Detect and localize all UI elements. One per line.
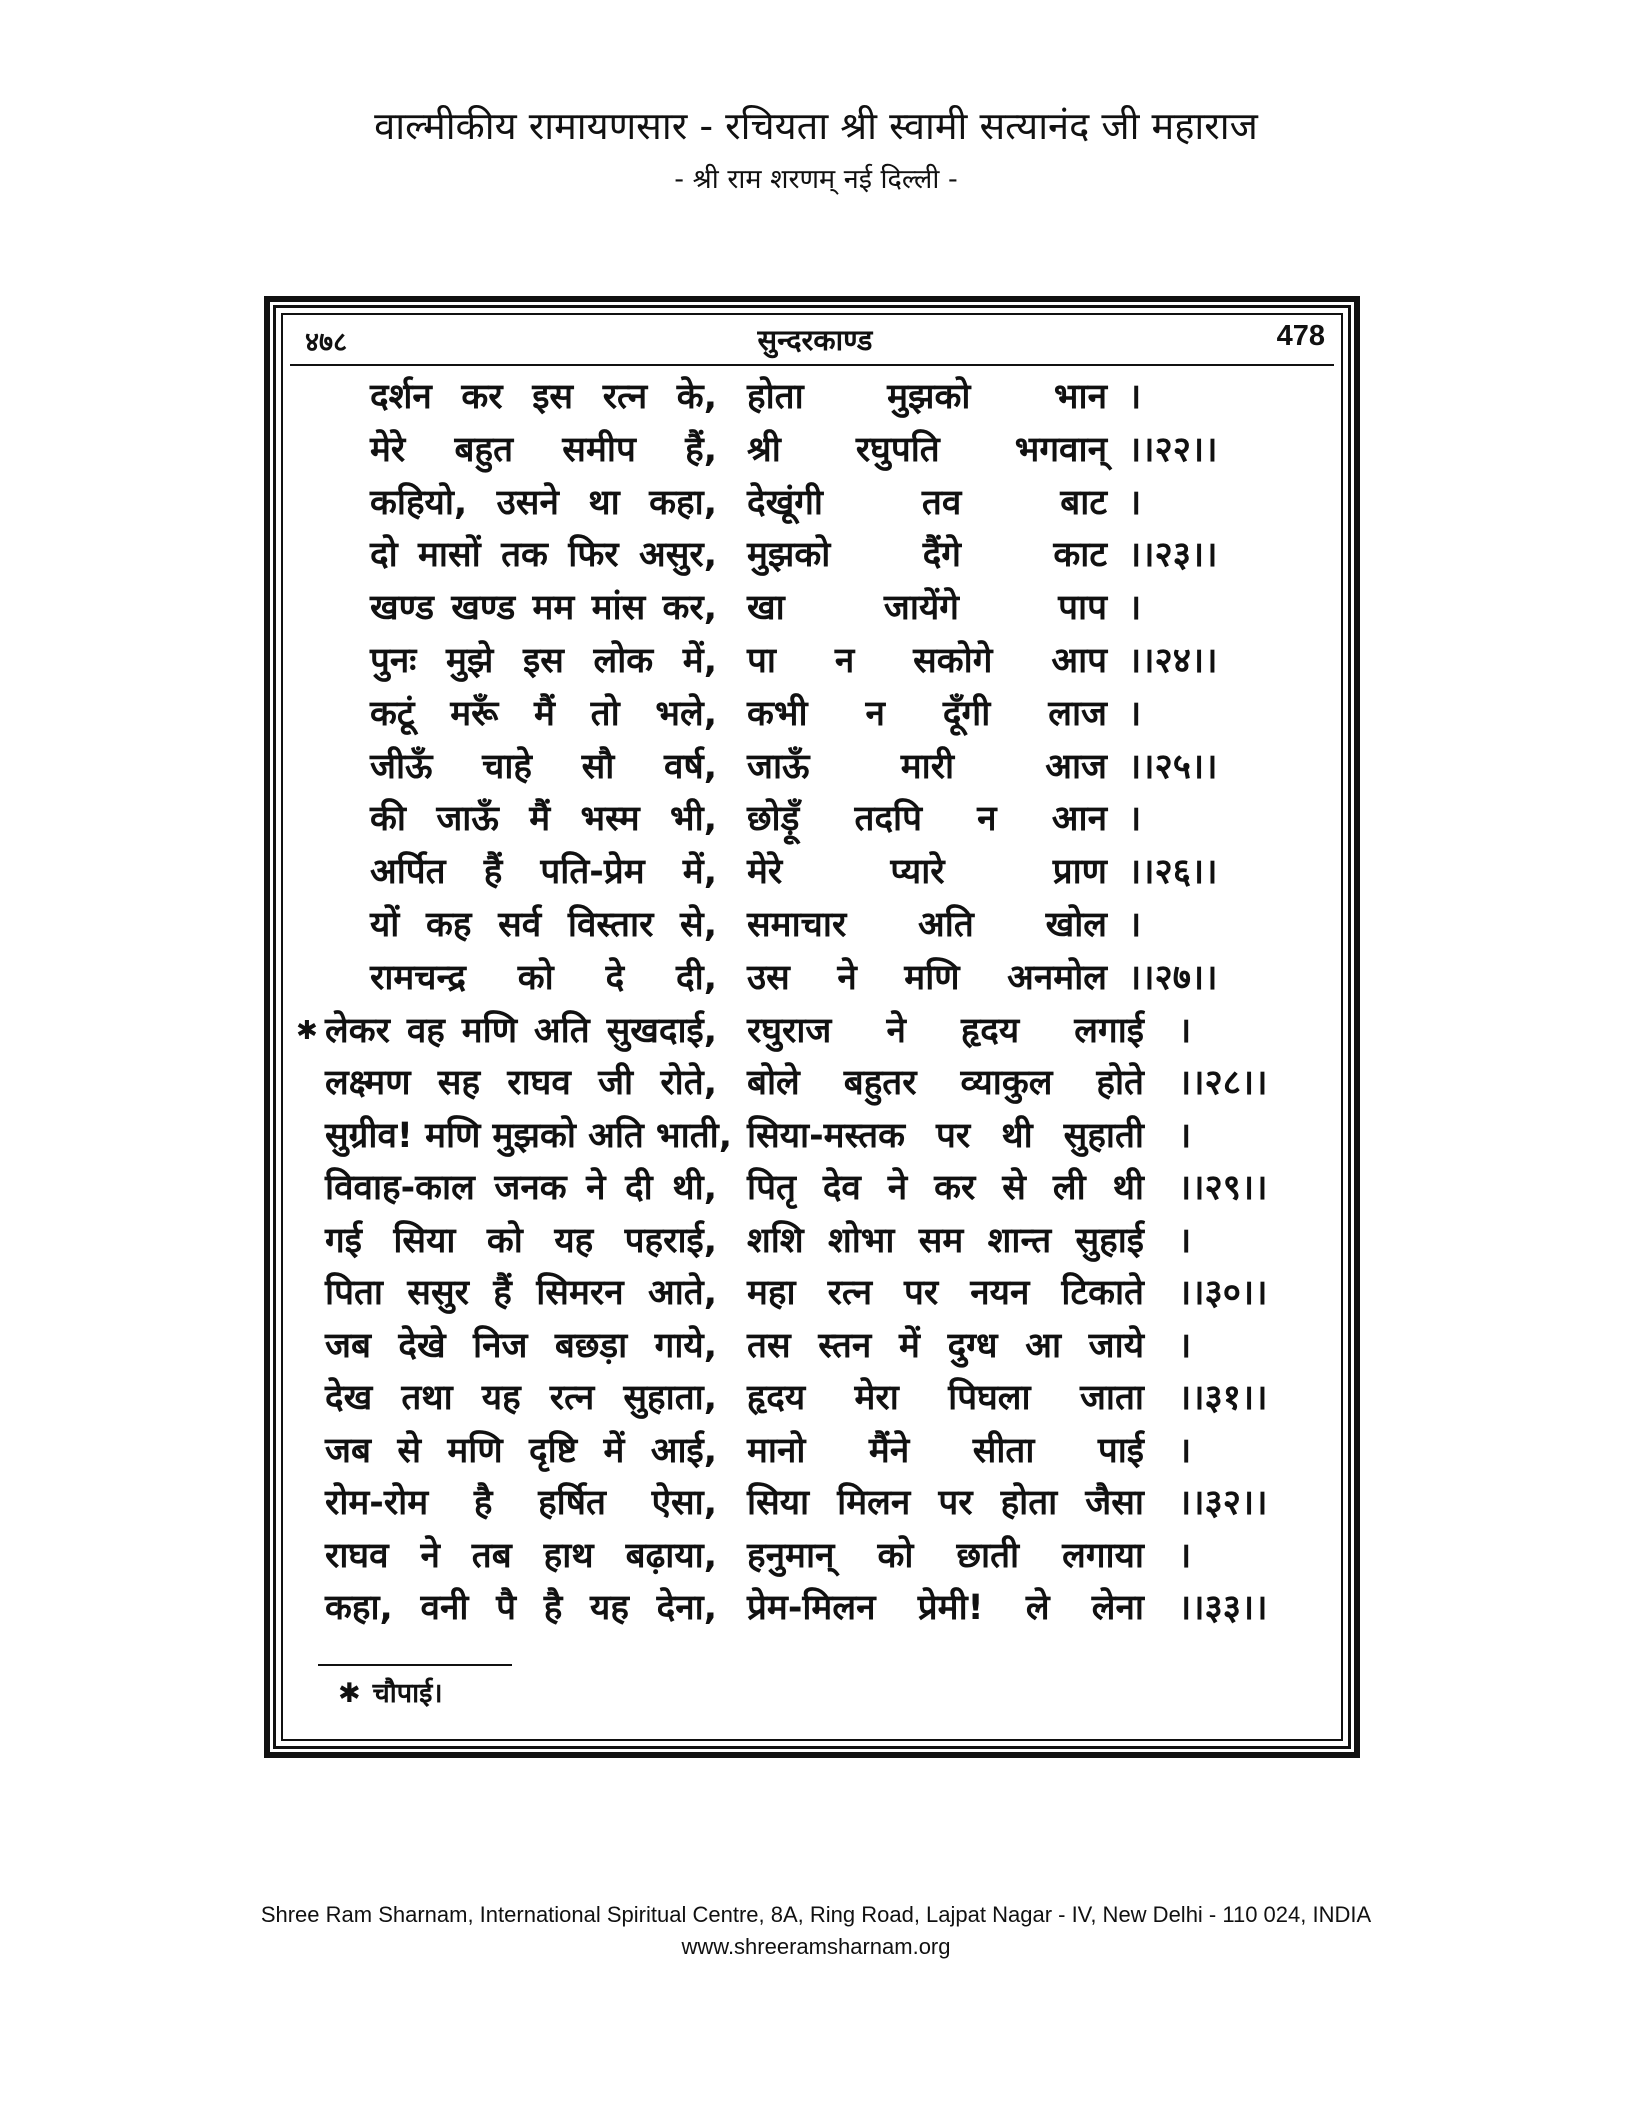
- verse-second-half: छोड़ूँ तदपि न आन: [747, 799, 1107, 839]
- verse-row: [290, 1111, 1330, 1161]
- verse-second-half: जाऊँ मारी आज: [747, 747, 1107, 787]
- verse-row: [290, 953, 1330, 1003]
- verse-first-half: दो मासों तक फिर असुर,: [370, 535, 717, 575]
- verse-number: ।।३२।।: [1178, 1483, 1268, 1523]
- verse-first-half: देख तथा यह रत्न सुहाता,: [325, 1378, 717, 1418]
- verse-second-half: सिया मिलन पर होता जैसा: [747, 1483, 1144, 1523]
- verse-number: ।: [1128, 483, 1142, 523]
- verse-number: ।।२४।।: [1128, 641, 1218, 681]
- verse-number: ।: [1128, 588, 1142, 628]
- verse-row: [290, 1058, 1330, 1108]
- verse-row: [290, 1006, 1330, 1056]
- verse-number: ।।३३।।: [1178, 1588, 1268, 1628]
- verse-second-half: उस ने मणि अनमोल: [747, 958, 1107, 998]
- verse-row: [290, 372, 1330, 422]
- verse-row: [290, 742, 1330, 792]
- verse-number: ।: [1128, 377, 1142, 417]
- verse-number: ।।२३।।: [1128, 535, 1218, 575]
- verse-second-half: रघुराज ने हृदय लगाई: [747, 1011, 1144, 1051]
- verse-first-half: की जाऊँ मैं भस्म भी,: [370, 799, 717, 839]
- footnote-star-marker: ✱: [338, 1678, 361, 1709]
- verse-second-half: महा रत्न पर नयन टिकाते: [747, 1273, 1144, 1313]
- verse-first-half: मेरे बहुत समीप हैं,: [370, 430, 717, 470]
- verse-second-half: खा जायेंगे पाप: [747, 588, 1107, 628]
- footer-website-link[interactable]: www.shreeramsharnam.org: [681, 1934, 951, 1959]
- verse-number: ।: [1128, 799, 1142, 839]
- chaupai-star-marker: ✱: [296, 1016, 318, 1046]
- verse-row: [290, 425, 1330, 475]
- footer-address: Shree Ram Sharnam, International Spiritual Centre, 8A, Ring Road, Lajpat Nagar - IV, New Delhi - 110 024, INDIA: [260, 1902, 1372, 1927]
- verse-first-half: जब से मणि दृष्टि में आई,: [325, 1431, 717, 1471]
- verse-second-half: हृदय मेरा पिघला जाता: [747, 1378, 1144, 1418]
- verse-number: ।।३०।।: [1178, 1273, 1268, 1313]
- verse-first-half: खण्ड खण्ड मम मांस कर,: [370, 588, 717, 628]
- page-header: [305, 318, 1325, 360]
- verse-second-half: हनुमान् को छाती लगाया: [747, 1536, 1144, 1576]
- verse-first-half: रामचन्द्र को दे दी,: [370, 958, 717, 998]
- verse-first-half: कहा, वनी पै है यह देना,: [325, 1588, 717, 1628]
- verse-first-half: विवाह-काल जनक ने दी थी,: [325, 1168, 717, 1208]
- verse-number: ।।३१।।: [1178, 1378, 1268, 1418]
- verse-number: ।।२९।।: [1178, 1168, 1268, 1208]
- verse-second-half: पितृ देव ने कर से ली थी: [747, 1168, 1144, 1208]
- verse-number: ।: [1178, 1536, 1192, 1576]
- verse-first-half: लेकर वह मणि अति सुखदाई,: [325, 1011, 717, 1051]
- verse-row: [290, 1163, 1330, 1213]
- verse-second-half: मुझको दैंगे काट: [747, 535, 1107, 575]
- verse-first-half: पिता ससुर हैं सिमरन आते,: [325, 1273, 717, 1313]
- verse-first-half: राघव ने तब हाथ बढ़ाया,: [325, 1536, 717, 1576]
- verse-second-half: पा न सकोगे आप: [747, 641, 1107, 681]
- verse-second-half: कभी न दूँगी लाज: [747, 694, 1107, 734]
- verse-number: ।: [1178, 1011, 1192, 1051]
- verse-second-half: बोले बहुतर व्याकुल होते: [747, 1063, 1144, 1103]
- verse-second-half: मानो मैंने सीता पाई: [747, 1431, 1144, 1471]
- verse-first-half: कटूं मरूँ मैं तो भले,: [370, 694, 717, 734]
- verse-row: [290, 794, 1330, 844]
- verse-row: [290, 636, 1330, 686]
- verse-first-half: सुग्रीव! मणि मुझको अति भाती,: [325, 1116, 732, 1156]
- verse-number: ।: [1128, 694, 1142, 734]
- verse-second-half: देखूंगी तव बाट: [747, 483, 1107, 523]
- verse-number: ।।२५।।: [1128, 747, 1218, 787]
- verse-row: [290, 847, 1330, 897]
- verse-row: [290, 478, 1330, 528]
- verse-first-half: कहियो, उसने था कहा,: [370, 483, 717, 523]
- footnote-text: चौपाई।: [372, 1678, 443, 1709]
- verse-number: ।: [1178, 1221, 1192, 1261]
- verse-second-half: तस स्तन में दुग्ध आ जाये: [747, 1326, 1144, 1366]
- verse-first-half: जब देखे निज बछड़ा गाये,: [325, 1326, 717, 1366]
- footnote: [338, 1674, 443, 1714]
- verse-second-half: मेरे प्यारे प्राण: [747, 852, 1107, 892]
- verse-number: ।: [1178, 1116, 1192, 1156]
- verse-first-half: गई सिया को यह पहराई,: [325, 1221, 717, 1261]
- verse-number: ।: [1178, 1326, 1192, 1366]
- section-title: सुन्दरकाण्ड: [757, 323, 873, 357]
- verse-number: ।: [1128, 905, 1142, 945]
- verse-row: [290, 689, 1330, 739]
- verse-row: [290, 900, 1330, 950]
- verse-first-half: जीऊँ चाहे सौ वर्ष,: [370, 747, 717, 787]
- document-title: वाल्मीकीय रामायणसार - रचियता श्री स्वामी सत्यानंद जी महाराज: [374, 104, 1258, 148]
- page-number-hindi: ४७८: [305, 327, 348, 358]
- verse-first-half: अर्पित हैं पति-प्रेम में,: [370, 852, 717, 892]
- verse-row: [290, 1478, 1330, 1528]
- verse-number: ।।२६।।: [1128, 852, 1218, 892]
- verse-first-half: रोम-रोम है हर्षित ऐसा,: [325, 1483, 717, 1523]
- verse-second-half: समाचार अति खोल: [747, 905, 1107, 945]
- verse-first-half: दर्शन कर इस रत्न के,: [370, 377, 717, 417]
- verse-first-half: पुनः मुझे इस लोक में,: [370, 641, 717, 681]
- verse-row: [290, 1321, 1330, 1371]
- verse-second-half: श्री रघुपति भगवान्: [747, 430, 1107, 470]
- verse-first-half: यों कह सर्व विस्तार से,: [370, 905, 717, 945]
- verse-first-half: लक्ष्मण सह राघव जी रोते,: [325, 1063, 717, 1103]
- verse-row: [290, 1373, 1330, 1423]
- verse-row: [290, 1216, 1330, 1266]
- verse-number: ।।२८।।: [1178, 1063, 1268, 1103]
- header-rule: [290, 364, 1334, 366]
- verse-second-half: प्रेम-मिलन प्रेमी! ले लेना: [747, 1588, 1144, 1628]
- verse-row: [290, 1531, 1330, 1581]
- verse-row: [290, 530, 1330, 580]
- verse-second-half: सिया-मस्तक पर थी सुहाती: [747, 1116, 1144, 1156]
- verse-row: [290, 583, 1330, 633]
- document-subtitle: - श्री राम शरणम् नई दिल्ली -: [674, 164, 958, 195]
- verse-second-half: होता मुझको भान: [747, 377, 1107, 417]
- verse-second-half: शशि शोभा सम शान्त सुहाई: [747, 1221, 1144, 1261]
- verse-number: ।।२७।।: [1128, 958, 1218, 998]
- footnote-rule: [318, 1664, 512, 1666]
- page-number: 478: [1276, 320, 1325, 352]
- verse-row: [290, 1268, 1330, 1318]
- verse-row: [290, 1583, 1330, 1633]
- verse-number: ।।२२।।: [1128, 430, 1218, 470]
- verse-row: [290, 1426, 1330, 1476]
- verse-number: ।: [1178, 1431, 1192, 1471]
